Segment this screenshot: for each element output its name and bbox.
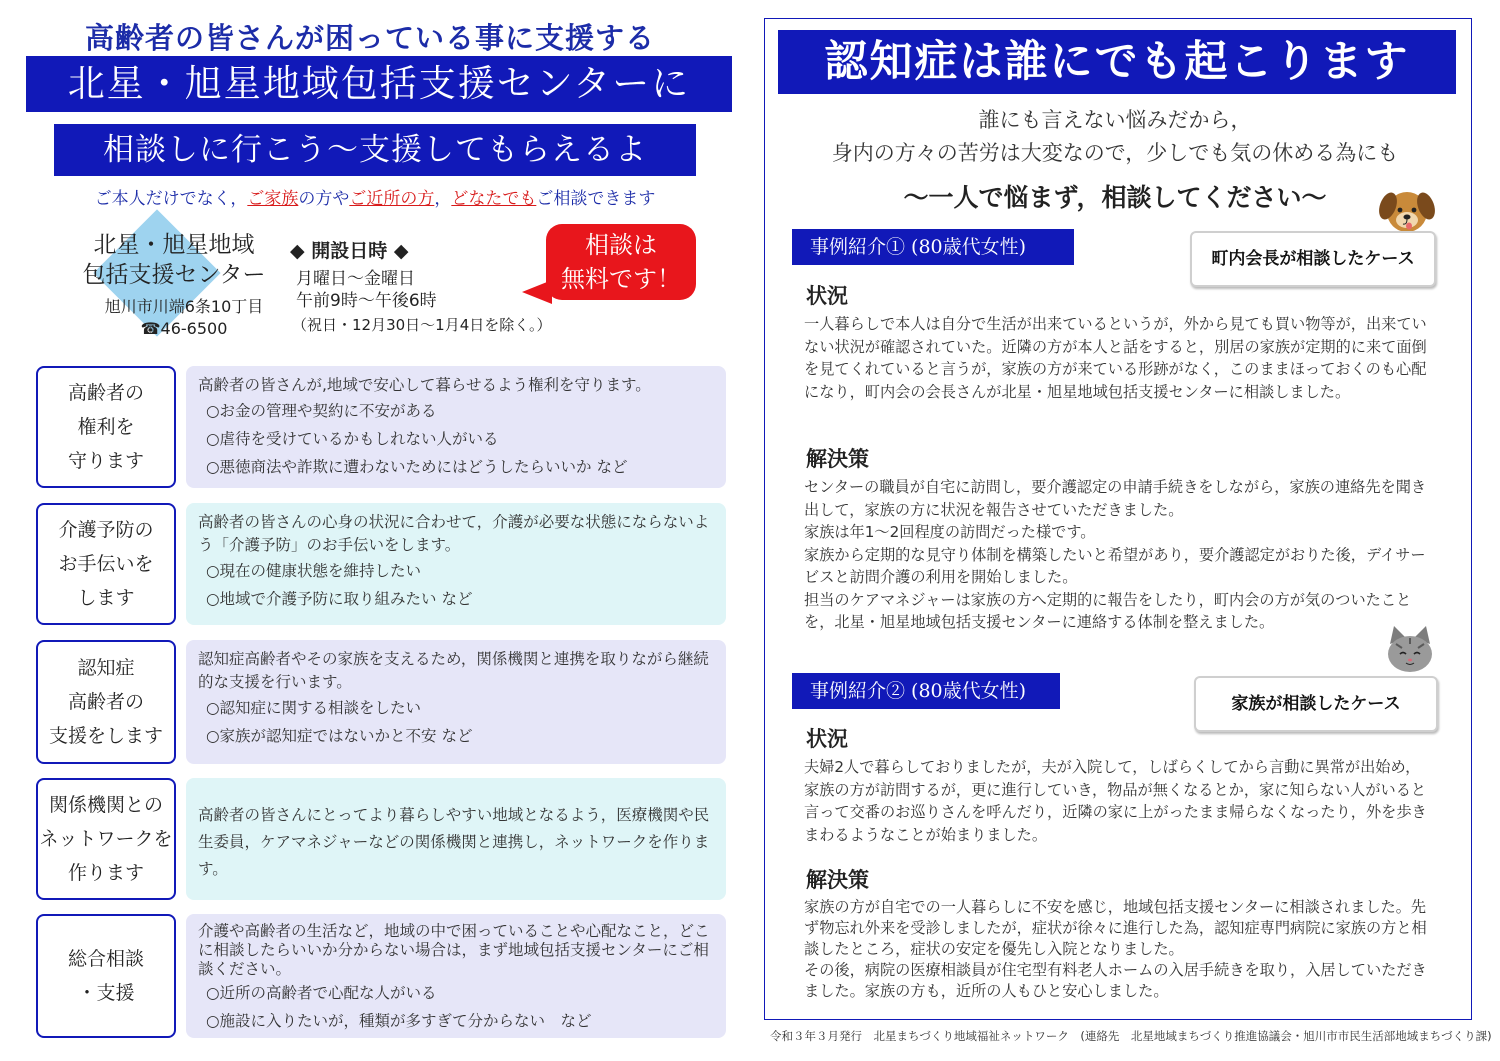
- service-desc-dementia: [186, 640, 726, 764]
- service-label-general: 総合相談 ・支援: [36, 914, 176, 1038]
- service-label-dementia: 認知症 高齢者の 支援をします: [36, 640, 176, 764]
- center-phone[interactable]: ☎46-6500: [140, 319, 228, 338]
- case2-solution-head: 解決策: [806, 867, 869, 892]
- case2-solution-para: その後，病院の医療相談員が住宅型有料老人ホームの入居手続きを取り，入居していただきました。家族の方も，近所の人もひと安心しました。: [804, 961, 1427, 1000]
- main-banner: 北星・旭星地域包括支援センターに: [26, 56, 732, 112]
- free-badge-line2: 無料です！: [561, 265, 681, 293]
- case1-solution-para: 担当のケアマネジャーは家族の方へ定期的に報告をしたり，町内会の方が気のついたことを，北星・旭星地域包括支援センターに連絡する体制を整えました。: [804, 590, 1412, 631]
- invite-neighbors: ご近所の方: [349, 189, 435, 209]
- service-item: ○近所の高齢者で心配な人がいる: [206, 984, 437, 1002]
- case1-situation-head: 状況: [806, 283, 848, 308]
- footer-publisher: 令和３年３月発行 北星まちづくり地域福祉ネットワーク (連絡先 北星地域まちづくり推進協議会・旭川市市民生活部地域まちづくり課): [770, 1029, 1492, 1043]
- case1-solution-para: 家族から定期的な見守り体制を構築したいと希望があり，要介護認定がおりた後，デイサービスと訪問介護の利用を開始しました。: [804, 545, 1426, 586]
- case2-solution: [804, 897, 1434, 1002]
- invite-part3: ，: [434, 189, 452, 209]
- invite-part4: ご相談できます: [536, 189, 656, 209]
- case2-situation: 夫婦2人で暮らしておりましたが，夫が入院して，しばらくしてから言動に異常が出始め，家族の方が訪問するが，更に進行していき，物品が無くなるとか，家に知らない人がいると言って交番のお巡りさんを呼んだり，近隣の家に上がったまま帰らなくなったり，外を歩きまわるようなことが始まりました。: [804, 758, 1427, 844]
- center-name: [64, 230, 284, 290]
- service-text: 介護や高齢者の生活など，地域の中で困っていることや心配なこと，どこに相談したらいいか分からない場合は，まず地域包括支援センターにご相談ください。: [198, 922, 710, 978]
- free-consult-badge: [546, 224, 696, 300]
- invite-line: [30, 184, 720, 209]
- service-desc-prevention: [186, 503, 726, 625]
- case1-situation: 一人暮らしで本人は自分で生活が出来ているというが，外から見ても買い物等が，出来ていない状況が確認されていた。近隣の方が本人と話をすると，別居の家族が定期的に来て面倒を見てくれていると言うが，家族の方が来ている形跡がなく，このままほっておくのも心配になり，町内会の会長さんが北星・旭星地域包括支援センターに相談しました。: [804, 315, 1427, 401]
- center-name-line1: 北星・旭星地域: [93, 232, 255, 258]
- case1-tag: 町内会長が相談したケース: [1190, 231, 1436, 287]
- top-tagline: 高齢者の皆さんが困っている事に支援する: [84, 21, 655, 55]
- service-text: 高齢者の皆さんにとってより暮らしやすい地域となるよう，医療機関や民生委員，ケアマネジャーなどの関係機関と連携し，ネットワークを作ります。: [198, 806, 710, 878]
- case2-tag: 家族が相談したケース: [1194, 676, 1438, 732]
- case2-solution-para: 家族の方が自宅での一人暮らしに不安を感じ，地域包括支援センターに相談されました。先ず物忘れ外来を受診しましたが，症状が徐々に進行した為，認知症専門病院に家族の方と相談したところ，症状の安定を優先し入院となりました。: [804, 898, 1427, 958]
- service-text: 高齢者の皆さんが,地域で安心して暮らせるよう権利を守ります。: [198, 376, 651, 394]
- center-address: 旭川市川端6条10丁目: [104, 297, 264, 316]
- case1-title: 事例紹介① (80歳代女性): [792, 229, 1074, 265]
- service-label-network: 関係機関との ネットワークを 作ります: [36, 778, 176, 900]
- service-desc-general: [186, 914, 726, 1038]
- service-text: 認知症高齢者やその家族を支えるため，関係機関と連携を取りながら継続的な支援を行います。: [198, 650, 709, 691]
- free-badge-line1: 相談は: [585, 231, 657, 259]
- invite-family: ご家族: [247, 189, 299, 209]
- hours-time: 午前9時～午後6時: [296, 291, 437, 311]
- sub-banner: 相談しに行こう～支援してもらえるよ: [54, 124, 696, 176]
- case2-title: 事例紹介② (80歳代女性): [792, 673, 1060, 709]
- service-item: ○お金の管理や契約に不安がある: [206, 402, 437, 420]
- service-item: ○施設に入りたいが，種類が多すぎて分からない など: [206, 1012, 592, 1030]
- center-name-line2: 包括支援センター: [82, 262, 266, 288]
- cat-mascot-icon: [1382, 622, 1438, 678]
- service-label-rights: 高齢者の 権利を 守ります: [36, 366, 176, 488]
- right-sub-line2: 身内の方々の苦労は大変なので，少しでも気の休める為にも: [831, 141, 1399, 165]
- service-item: ○虐待を受けているかもしれない人がいる: [206, 430, 499, 448]
- service-item: ○認知症に関する相談をしたい: [206, 699, 422, 717]
- hours-title: ◆ 開設日時 ◆: [290, 240, 409, 262]
- invite-part2: の方や: [298, 189, 350, 209]
- service-label-prevention: 介護予防の お手伝いを します: [36, 503, 176, 625]
- right-sub-line1: 誰にも言えない悩みだから，: [978, 108, 1252, 132]
- service-item: ○地域で介護予防に取り組みたい など: [206, 590, 473, 608]
- case2-situation-head: 状況: [806, 726, 848, 751]
- consult-cta: ～一人で悩まず，相談してください～: [903, 183, 1327, 212]
- service-text: 高齢者の皆さんの心身の状況に合わせて，介護が必要な状態にならないよう「介護予防」のお手伝いをします。: [198, 513, 710, 554]
- case1-solution-para: 家族は年1～2回程度の訪問だった様です。: [804, 523, 1096, 541]
- hours-lines: [296, 268, 437, 312]
- center-address-block: [64, 296, 304, 340]
- service-item: ○家族が認知症ではないかと不安 など: [206, 727, 473, 745]
- case1-solution: [804, 476, 1434, 634]
- hours-days: 月曜日～金曜日: [296, 269, 415, 289]
- dementia-banner: 認知症は誰にでも起こります: [778, 30, 1456, 94]
- invite-part1: ご本人だけでなく，: [94, 189, 248, 209]
- service-item: ○現在の健康状態を維持したい: [206, 562, 422, 580]
- case1-solution-para: センターの職員が自宅に訪問し，要介護認定の申請手続きをしながら，家族の連絡先を聞き出して，家族の方に状況を報告させていただきました。: [804, 478, 1427, 519]
- case1-solution-head: 解決策: [806, 446, 869, 471]
- hours-note: （祝日・12月30日～1月4日を除く。）: [292, 316, 552, 334]
- invite-anyone: どなたでも: [451, 189, 537, 209]
- service-desc-rights: [186, 366, 726, 488]
- right-subtitle: [790, 104, 1440, 170]
- service-item: ○悪徳商法や詐欺に遭わないためにはどうしたらいいか など: [206, 458, 628, 476]
- service-desc-network: [186, 778, 726, 900]
